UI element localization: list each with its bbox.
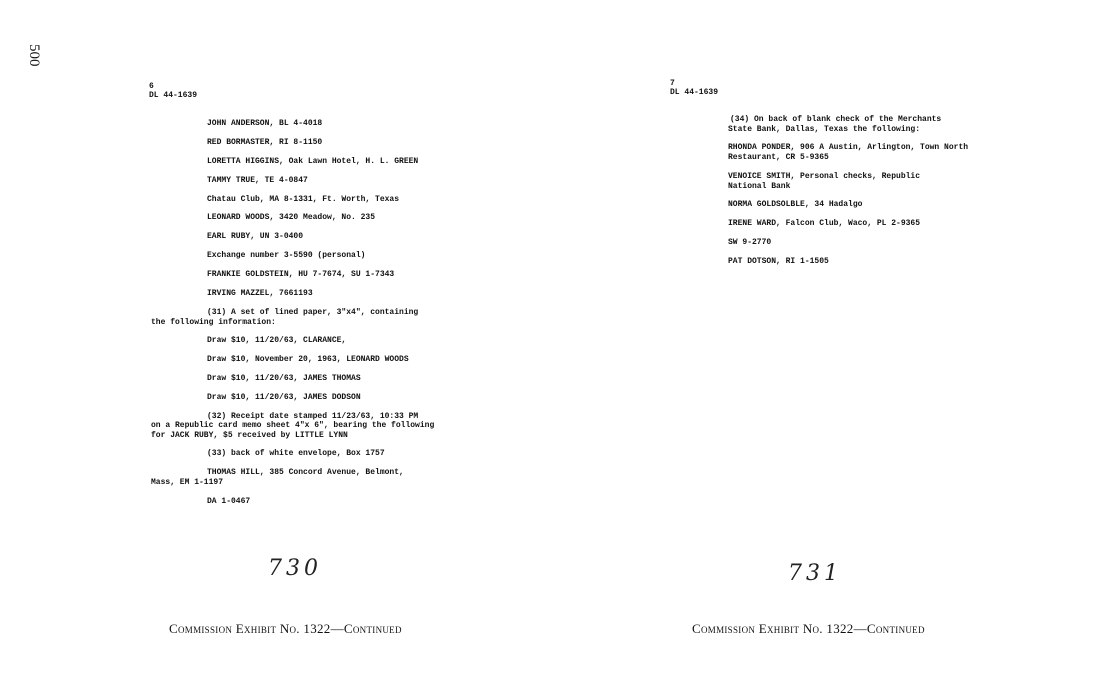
- venoice-line: VENOICE SMITH, Personal checks, Republic: [728, 172, 921, 181]
- page-number: 500: [26, 44, 42, 67]
- entry-line: FRANKIE GOLDSTEIN, HU 7-7674, SU 1-7343: [207, 270, 395, 279]
- item-31-line: the following information:: [151, 318, 276, 327]
- left-header-page: 6: [149, 82, 154, 91]
- draw-line: Draw $10, November 20, 1963, LEONARD WOODS: [207, 355, 409, 364]
- da-line: DA 1-0467: [207, 497, 251, 506]
- draw-line: Draw $10, 11/20/63, JAMES THOMAS: [207, 374, 361, 383]
- handwritten-page-number: 731: [788, 561, 842, 586]
- thomas-line: Mass, EM 1-1197: [151, 478, 224, 487]
- rhonda-line: Restaurant, CR 5-9365: [728, 153, 829, 162]
- entry-line: PAT DOTSON, RI 1-1505: [728, 257, 829, 266]
- item-34-line: State Bank, Dallas, Texas the following:: [728, 125, 921, 134]
- entry-line: TAMMY TRUE, TE 4-0847: [207, 176, 308, 185]
- item-32-line: on a Republic card memo sheet 4"x 6", bearing the following: [151, 421, 435, 430]
- exhibit-caption: Commission Exhibit No. 1322—Continued: [169, 621, 402, 636]
- entry-line: JOHN ANDERSON, BL 4-4018: [207, 119, 323, 128]
- draw-line: Draw $10, 11/20/63, JAMES DODSON: [207, 393, 361, 402]
- item-34-line: (34) On back of blank check of the Merchants: [730, 115, 942, 124]
- right-header-file: DL 44-1639: [670, 88, 719, 97]
- entry-line: Exchange number 3-5590 (personal): [207, 251, 366, 260]
- item-32-line: (32) Receipt date stamped 11/23/63, 10:33 PM: [207, 412, 419, 421]
- venoice-line: National Bank: [728, 182, 791, 191]
- item-31-line: (31) A set of lined paper, 3"x4", containing: [207, 308, 419, 317]
- entry-line: LEONARD WOODS, 3420 Meadow, No. 235: [207, 213, 376, 222]
- entry-line: Chatau Club, MA 8-1331, Ft. Worth, Texas: [207, 195, 400, 204]
- left-header-file: DL 44-1639: [149, 91, 198, 100]
- right-header-page: 7: [670, 79, 675, 88]
- right-page: [547, 0, 1094, 691]
- entry-line: SW 9-2770: [728, 238, 772, 247]
- thomas-line: THOMAS HILL, 385 Concord Avenue, Belmont,: [207, 468, 404, 477]
- rhonda-line: RHONDA PONDER, 906 A Austin, Arlington, Town North: [728, 143, 969, 152]
- entry-line: IRENE WARD, Falcon Club, Waco, PL 2-9365: [728, 219, 921, 228]
- handwritten-page-number: 730: [268, 556, 322, 581]
- entry-line: EARL RUBY, UN 3-0400: [207, 232, 304, 241]
- entry-line: RED BORMASTER, RI 8-1150: [207, 138, 323, 147]
- draw-line: Draw $10, 11/20/63, CLARANCE,: [207, 336, 347, 345]
- item-33-line: (33) back of white envelope, Box 1757: [207, 449, 385, 458]
- entry-line: IRVING MAZZEL, 7661193: [207, 289, 313, 298]
- entry-line: LORETTA HIGGINS, Oak Lawn Hotel, H. L. GREEN: [207, 157, 419, 166]
- item-32-line: for JACK RUBY, $5 received by LITTLE LYNN: [151, 431, 348, 440]
- exhibit-caption: Commission Exhibit No. 1322—Continued: [692, 621, 925, 636]
- entry-line: NORMA GOLDSOLBLE, 34 Hadalgo: [728, 200, 863, 209]
